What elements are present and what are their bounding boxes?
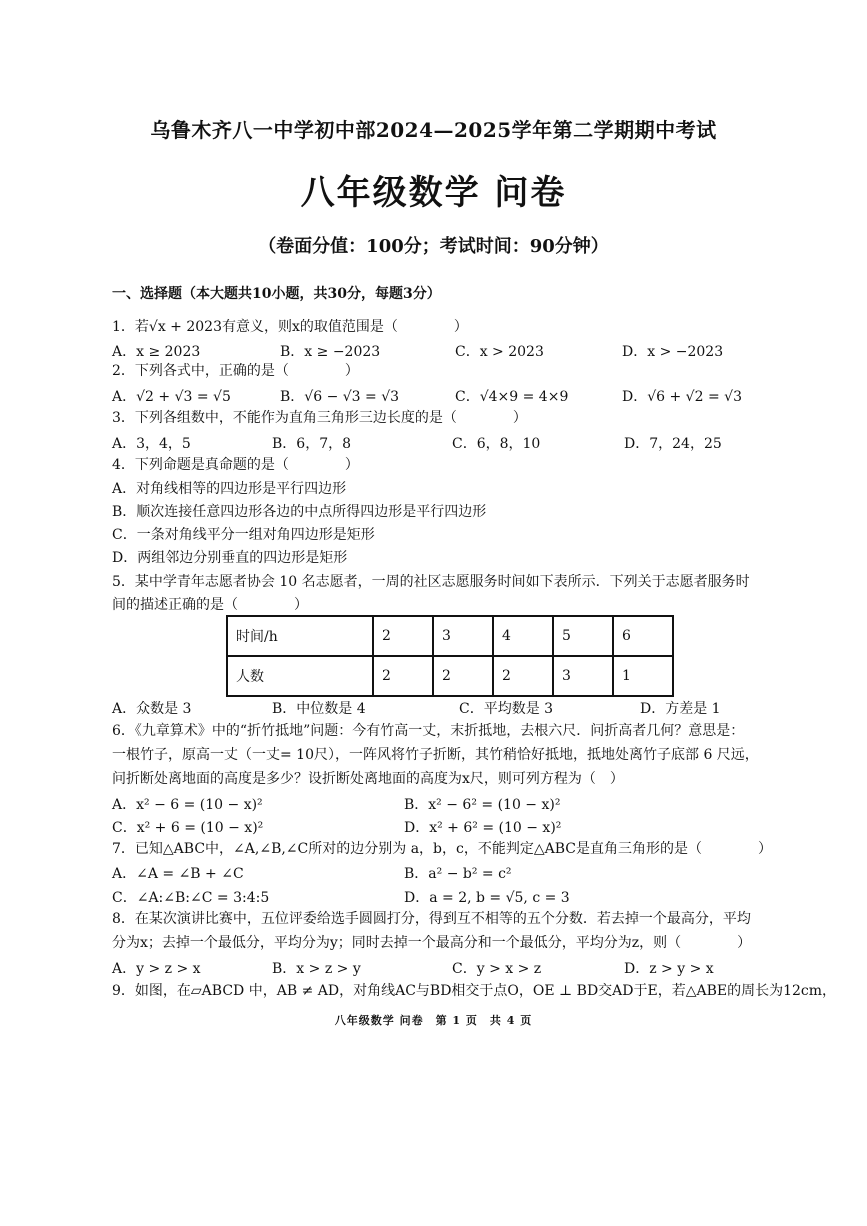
q5-option-b: B．中位数是 4 [272, 701, 366, 717]
table-cell: 2 [373, 656, 433, 696]
table-cell: 6 [613, 616, 673, 656]
q2-stem: 2．下列各式中，正确的是（ ） [112, 363, 359, 379]
q6-option-d: D．x² + 6² = (10 − x)² [404, 820, 562, 836]
table-cell: 5 [553, 616, 613, 656]
q2-option-c: C．√4×9 = 4×9 [455, 389, 569, 405]
q3-option-d: D．7，24，25 [624, 436, 722, 452]
q7-option-c: C．∠A:∠B:∠C = 3:4:5 [112, 890, 270, 906]
q3-stem: 3．下列各组数中，不能作为直角三角形三边长度的是（ ） [112, 410, 527, 426]
q3-option-c: C．6，8，10 [452, 436, 541, 452]
table-cell: 2 [373, 616, 433, 656]
q6-option-c: C．x² + 6 = (10 − x)² [112, 820, 264, 836]
q4-stem: 4．下列命题是真命题的是（ ） [112, 457, 359, 473]
table-row [227, 656, 673, 696]
table-cell: 3 [553, 656, 613, 696]
school-title: 乌鲁木齐八一中学初中部2024—2025学年第二学期期中考试 [150, 118, 717, 142]
q6-line2: 一根竹子，原高一丈（一丈= 10尺），一阵风将竹子折断，其竹稍恰好抵地，抵地处离竹子底部 6 尺远， [112, 747, 759, 763]
q2-option-d: D．√6 + √2 = √3 [622, 389, 742, 405]
table-header-count: 人数 [227, 656, 373, 696]
volunteer-table [226, 615, 674, 697]
q1-option-d: D．x > −2023 [622, 344, 724, 360]
table-cell: 2 [433, 656, 493, 696]
q2-option-a: A．√2 + √3 = √5 [112, 389, 231, 405]
q7-stem: 7．已知△ABC中，∠A,∠B,∠C所对的边分别为 a，b，c，不能判定△ABC是直角三角形的是（ ） [112, 841, 772, 857]
q5-stem-line1: 5．某中学青年志愿者协会 10 名志愿者，一周的社区志愿服务时间如下表所示．下列关于志愿者服务时 [112, 574, 750, 590]
q1-option-a: A．x ≥ 2023 [112, 344, 201, 360]
q7-option-a: A．∠A = ∠B + ∠C [112, 866, 244, 882]
q1-stem: 1．若√x + 2023有意义，则x的取值范围是（ ） [112, 319, 468, 335]
q5-option-a: A．众数是 3 [112, 701, 192, 717]
q6-option-b: B．x² − 6² = (10 − x)² [404, 797, 561, 813]
q8-option-c: C．y > x > z [452, 961, 542, 977]
table-cell: 3 [433, 616, 493, 656]
q8-line1: 8．在某次演讲比赛中，五位评委给选手圆圆打分，得到互不相等的五个分数．若去掉一个最高分，平均 [112, 911, 751, 927]
q5-option-d: D．方差是 1 [640, 701, 721, 717]
q8-option-b: B．x > z > y [272, 961, 361, 977]
q5-option-c: C．平均数是 3 [459, 701, 554, 717]
page-footer: 八年级数学 问卷 第 1 页 共 4 页 [334, 1014, 533, 1027]
q4-option-d: D．两组邻边分别垂直的四边形是矩形 [112, 550, 348, 566]
q6-line1: 6．《九章算术》中的“折竹抵地”问题：今有竹高一丈，末折抵地，去根六尺．问折高者几何？意思是： [112, 723, 745, 739]
table-row [227, 616, 673, 656]
q4-option-b: B．顺次连接任意四边形各边的中点所得四边形是平行四边形 [112, 504, 487, 520]
exam-title: 八年级数学 问卷 [300, 173, 567, 213]
q3-option-a: A．3，4，5 [112, 436, 191, 452]
q4-option-c: C．一条对角线平分一组对角四边形是矩形 [112, 527, 375, 543]
section-title: 一、选择题（本大题共10小题，共30分，每题3分） [112, 286, 441, 302]
table-cell: 4 [493, 616, 553, 656]
q2-option-b: B．√6 − √3 = √3 [280, 389, 400, 405]
table-cell: 1 [613, 656, 673, 696]
table-header-time: 时间/h [227, 616, 373, 656]
table-cell: 2 [493, 656, 553, 696]
q5-stem-line2: 间的描述正确的是（ ） [112, 597, 308, 613]
q3-option-b: B．6，7，8 [272, 436, 352, 452]
q8-option-a: A．y > z > x [112, 961, 201, 977]
q8-line2: 分为x；去掉一个最低分，平均分为y；同时去掉一个最高分和一个最低分，平均分为z，则（ ） [112, 935, 752, 951]
q6-line3: 问折断处离地面的高度是多少？设折断处离地面的高度为x尺，则可列方程为（ ） [112, 771, 624, 787]
q1-option-c: C．x > 2023 [455, 344, 544, 360]
exam-info: （卷面分值：100分；考试时间：90分钟） [258, 236, 609, 257]
q8-option-d: D．z > y > x [624, 961, 714, 977]
q7-option-b: B．a² − b² = c² [404, 866, 512, 882]
q6-option-a: A．x² − 6 = (10 − x)² [112, 797, 263, 813]
q4-option-a: A．对角线相等的四边形是平行四边形 [112, 481, 347, 497]
q9-line1: 9．如图，在▱ABCD 中，AB ≠ AD，对角线AC与BD相交于点O，OE ⊥ BD交AD于E，若△ABE的周长为12cm， [112, 983, 837, 999]
q1-option-b: B．x ≥ −2023 [280, 344, 381, 360]
q7-option-d: D．a = 2, b = √5, c = 3 [404, 890, 570, 906]
